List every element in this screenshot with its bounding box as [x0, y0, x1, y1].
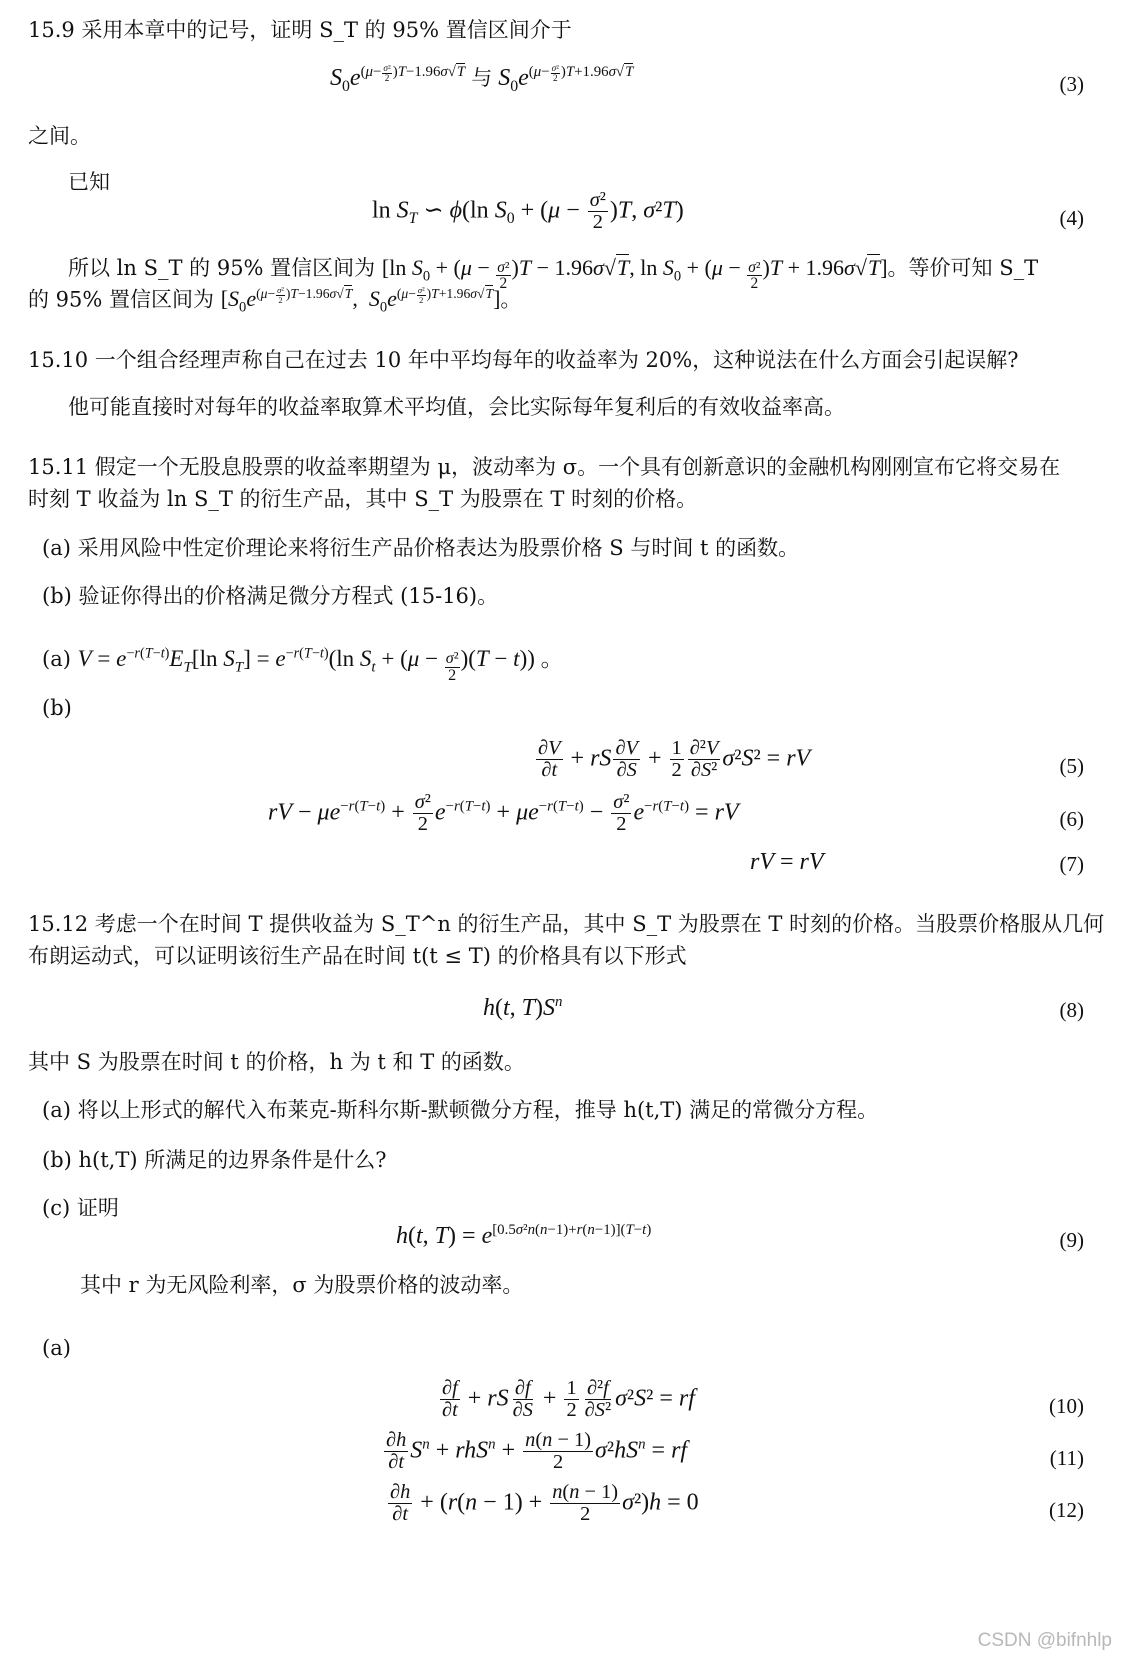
equation-8-number: (8) — [1059, 998, 1084, 1022]
equation-3-number: (3) — [1059, 72, 1084, 96]
problem-15-12-line1: 15.12 考虑一个在时间 T 提供收益为 S_T^n 的衍生产品，其中 S_T 为股票在 T 时刻的价格。当股票价格服从几何 — [28, 912, 1105, 936]
answer-15-12-a-label: (a) — [42, 1336, 71, 1360]
equation-8: h(t, $T)S^n$ — [483, 994, 563, 1021]
equation-5: $\frac{\partial V}{\partial t}$ + rS $\frac{\partial V}{\partial S}$ + $\frac{1}{2}$ $\frac{\text{∂²V}}{\text{∂S²}}$ σ²S² = rV — [538, 737, 811, 782]
between-text: 之间。 — [28, 124, 91, 148]
equation-5-number: (5) — [1059, 754, 1084, 778]
equation-9-number: (9) — [1059, 1228, 1084, 1252]
equation-7-number: (7) — [1059, 852, 1084, 876]
equation-10: $\frac{\partial f}{\partial t}$ + rS $\frac{\partial f}{\partial S}$ + $\frac{1}{2}$ $\frac{\text{∂²f}}{\text{∂S²}}$ σ²S² = rf — [442, 1377, 695, 1422]
equation-10-number: (10) — [1049, 1394, 1084, 1418]
answer-15-11-b-label: (b) — [42, 696, 72, 720]
equation-6: rV − $\mu e^{-r(T-t)}$ + $\frac{\text{σ²}}{2}$ $e^{-r(T-t)} + \mu e^{-r(T-t)}$ − $\frac{\text{σ²}}{2}$ $e^{-r(T-t)}$ = rV — [268, 791, 739, 836]
problem-15-12-note: 其中 r 为无风险利率，σ 为股票价格的波动率。 — [80, 1273, 524, 1297]
answer-a-label: (a) — [42, 647, 71, 671]
ci-log-text: 所以 ln S_T 的 95% 置信区间为 — [68, 256, 376, 280]
equation-11-number: (11) — [1049, 1446, 1084, 1470]
equation-6-number: (6) — [1059, 807, 1084, 831]
answer-15-11-a: (a) $V = e^{-r(T-t)}E_T[\ln$ $S_T] = e^{-r(T-t)}(\ln$ $S_t + (\mu$ − $\frac{\text{σ²}}{2}$ )(T − t)) 。 — [42, 645, 564, 684]
problem-15-12-part-c: (c) 证明 — [42, 1196, 119, 1220]
equation-12-number: (12) — [1049, 1498, 1084, 1522]
problem-15-12-part-b: (b) h(t,T) 所满足的边界条件是什么? — [42, 1148, 387, 1172]
problem-15-12-line2: 布朗运动式，可以证明该衍生产品在时间 t(t ≤ T) 的价格具有以下形式 — [28, 944, 687, 968]
ci-log-line: 所以 ln S_T 的 95% 置信区间为 [ln $S_0 + (\mu$ − $\frac{\text{σ²}}{2}$ )T − 1.96σ√T, $\ln S_0 + (\mu$ − $\frac{\text{σ²}}{2}$ )T + 1.96σ√T]。等价可知 S_T — [68, 255, 1039, 293]
problem-15-10-answer: 他可能直接时对每年的收益率取算术平均值，会比实际每年复利后的有效收益率高。 — [68, 395, 845, 419]
problem-15-9-statement: 15.9 采用本章中的记号，证明 S_T 的 95% 置信区间介于 — [28, 18, 572, 42]
equation-9: h(t, $T) = e^{[0.5\sigma^2n(n-1)+r(n-1)](T-t)}$ — [396, 1222, 652, 1249]
equation-3-join: 与 — [471, 66, 493, 91]
problem-15-11-line2: 时刻 T 收益为 ln S_T 的衍生产品，其中 S_T 为股票在 T 时刻的价格。 — [28, 487, 698, 511]
equation-12: $\frac{\partial h}{\partial t}$ + (r(n − 1) + $\frac{n(n - 1)}{2}$ σ²)h = 0 — [390, 1481, 699, 1526]
problem-15-12-where: 其中 S 为股票在时间 t 的价格，h 为 t 和 T 的函数。 — [28, 1050, 525, 1074]
equation-4: $\ln S_T$ ∽ ϕ(ln $S_0 + (\mu$ − $\frac{\text{σ²}}{2}$ )T, σ²T) — [372, 189, 684, 234]
equation-7: rV = rV — [750, 849, 824, 875]
equation-11: $\frac{\partial h}{\partial t}$ $S^n + rhS^n$ + $\frac{n(n - 1)}{2}$ $\sigma^2hS^n$ = rf — [386, 1429, 688, 1474]
ci-log-tail: 。等价可知 S_T — [887, 256, 1039, 280]
watermark: CSDN @bifnhlp — [977, 1630, 1112, 1651]
problem-15-12-part-a: (a) 将以上形式的解代入布莱克-斯科尔斯-默顿微分方程，推导 h(t,T) 满足的常微分方程。 — [42, 1098, 879, 1122]
equation-3: $S_0e^{(\mu- \frac{\text{σ²}}{2} )T-1.96\sigma√T}$ 与 $S_0e^{(\mu- \frac{\text{σ²}}{2} )T+1.96\sigma√T}$ — [330, 63, 634, 95]
known-text: 已知 — [68, 170, 110, 194]
problem-15-11-part-a: (a) 采用风险中性定价理论来将衍生产品价格表达为股票价格 S 与时间 t 的函数。 — [42, 536, 800, 560]
ci-price-text: 的 95% 置信区间为 — [28, 287, 215, 312]
problem-15-10-question: 15.10 一个组合经理声称自己在过去 10 年中平均每年的收益率为 20%，这种说法在什么方面会引起误解? — [28, 348, 1019, 372]
problem-15-11-part-b: (b) 验证你得出的价格满足微分方程式 (15-16)。 — [42, 584, 499, 608]
problem-15-11-line1: 15.11 假定一个无股息股票的收益率期望为 μ，波动率为 σ。一个具有创新意识的金融机构刚刚宣布它将交易在 — [28, 455, 1061, 479]
ci-price-tail: 。 — [500, 287, 522, 312]
ci-price-line: 的 95% 置信区间为 [$S_0e^{(\mu- \frac{\text{σ²}}{2} )T-1.96\sigma√T}$, $S_0e^{(\mu- \frac{\text{σ²}}{2} )T+1.96\sigma√T}$]。 — [28, 285, 522, 316]
equation-4-number: (4) — [1059, 206, 1084, 230]
